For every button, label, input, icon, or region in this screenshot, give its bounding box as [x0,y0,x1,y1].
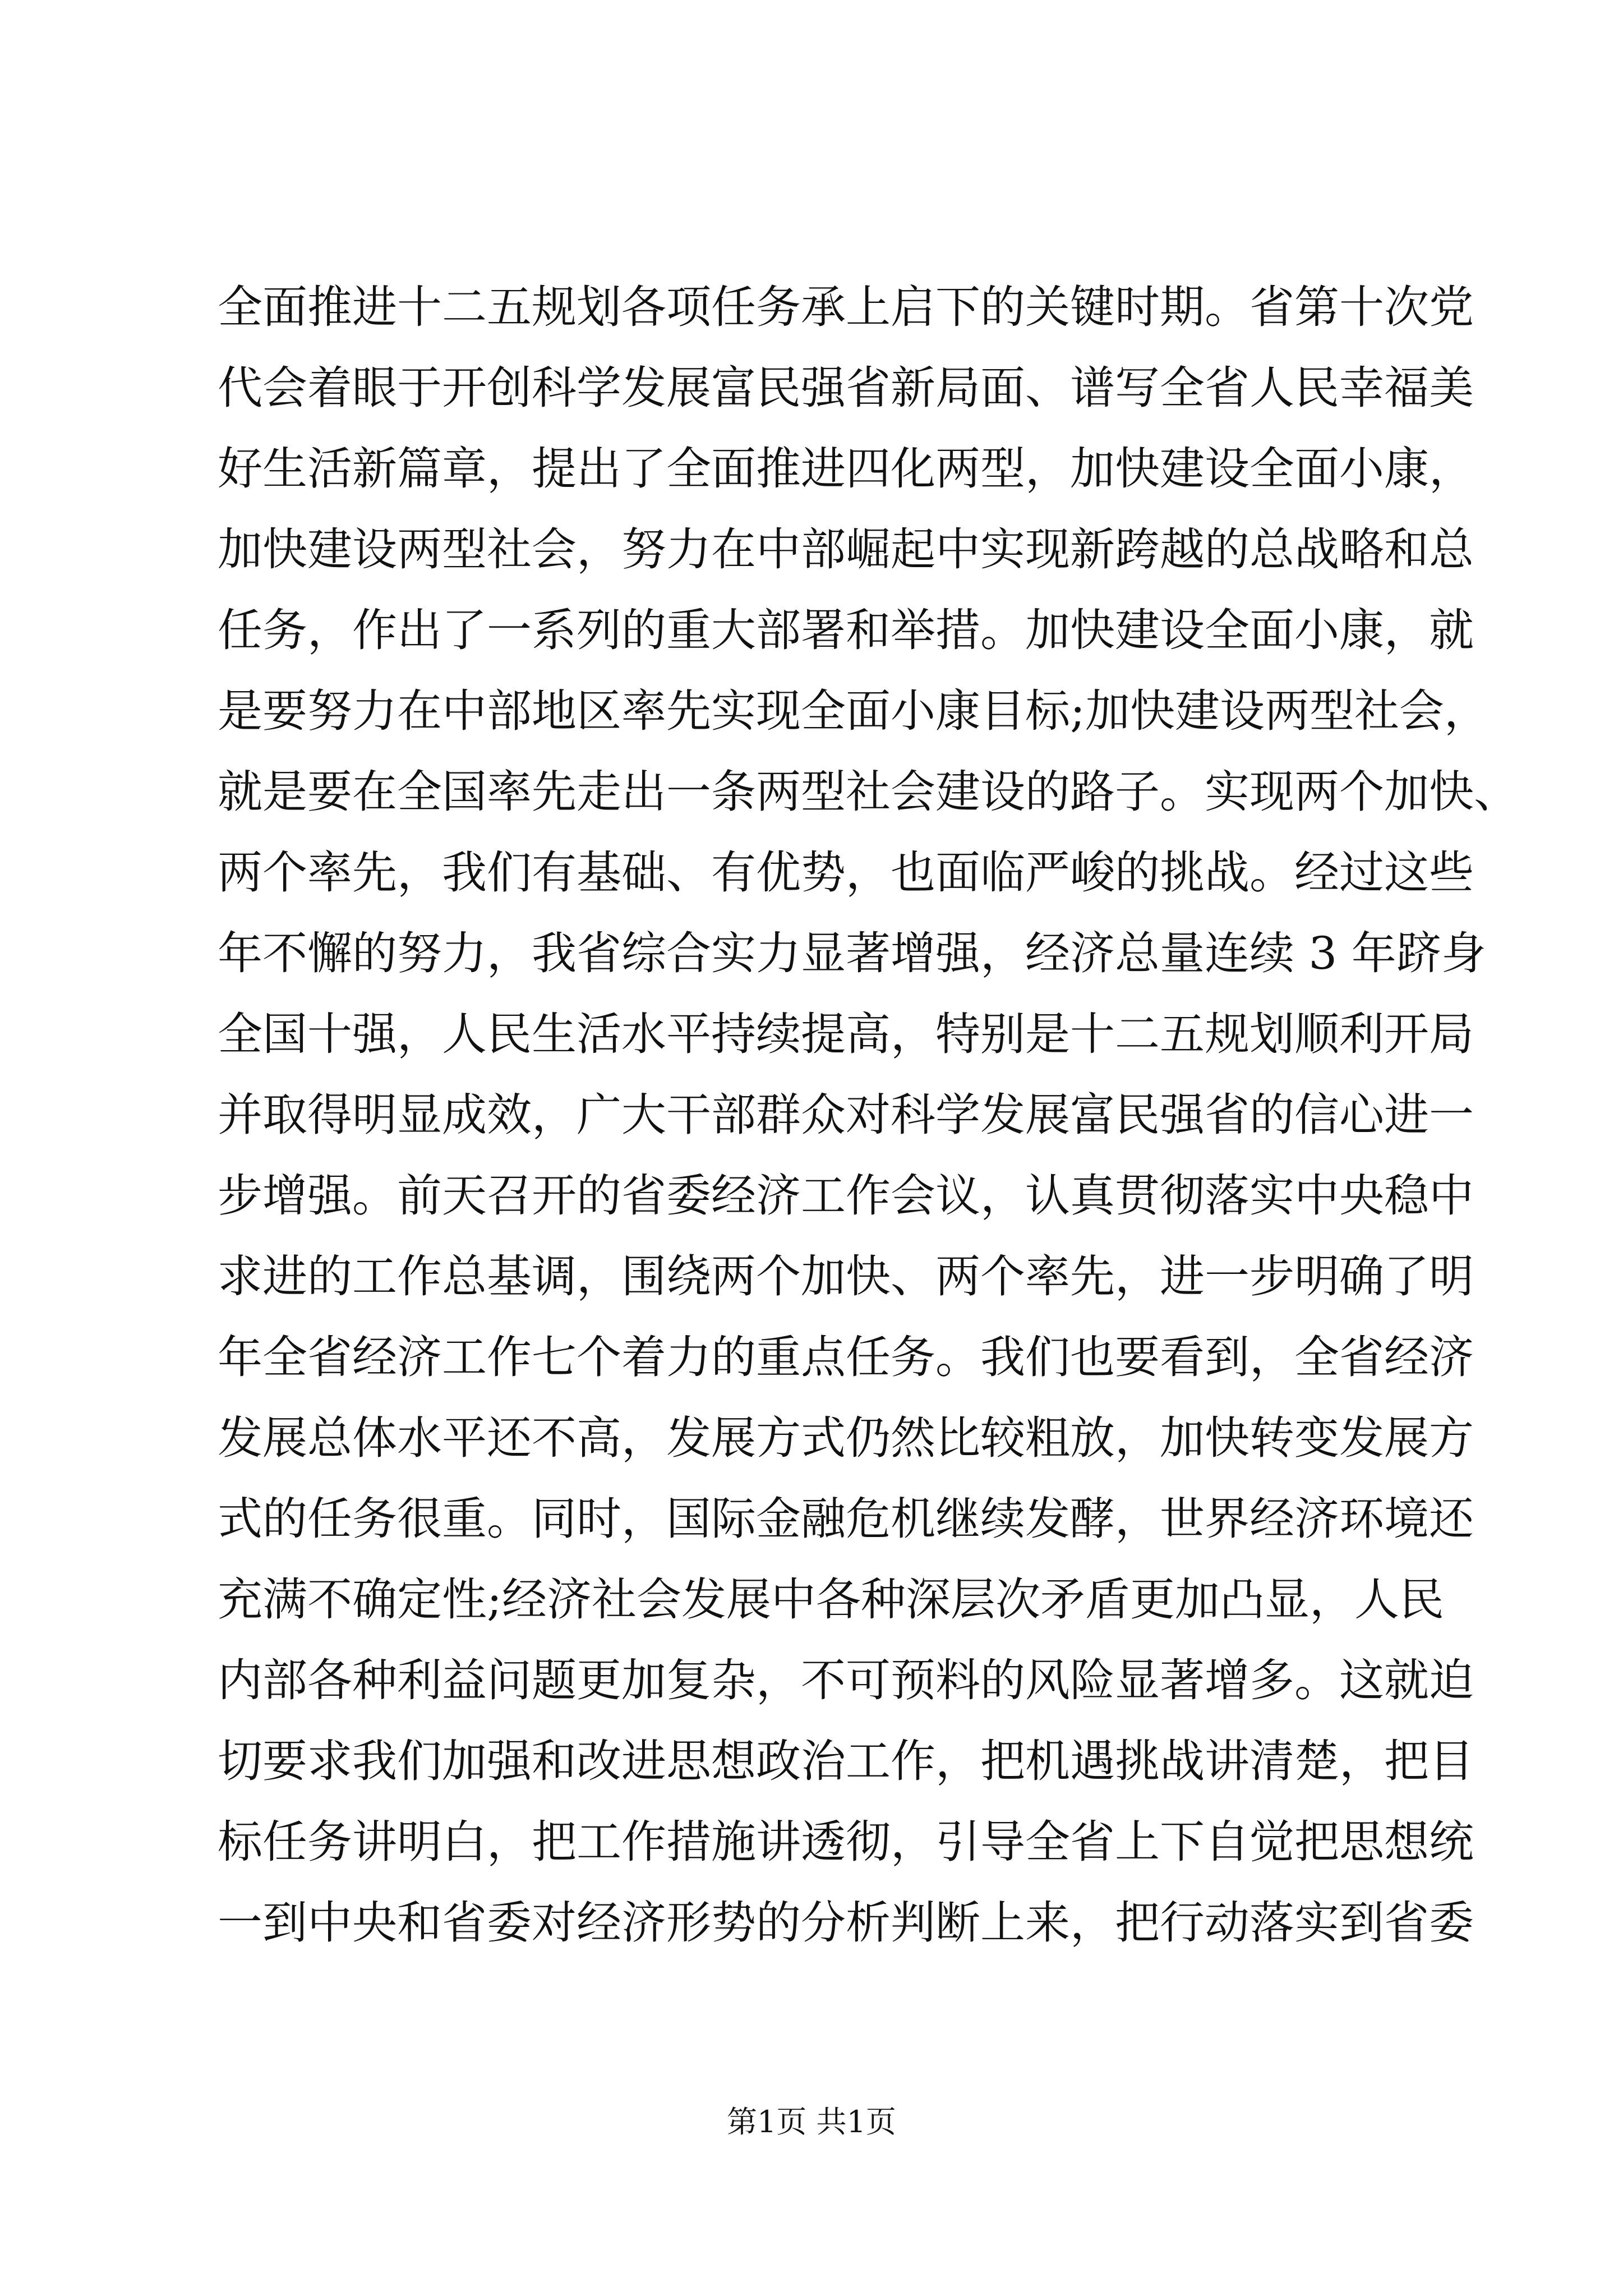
text-line: 任务，作出了一系列的重大部署和举措。加快建设全面小康，就 [218,604,1474,656]
text-line: 加快建设两型社会，努力在中部崛起中实现新跨越的总战略和总 [218,523,1474,576]
page-footer [0,2102,1623,2142]
text-line: 是要努力在中部地区率先实现全面小康目标;加快建设两型社会， [218,685,1489,737]
text-line: 内部各种利益问题更加复杂，不可预料的风险显著增多。这就迫 [218,1654,1474,1706]
text-line: 全国十强，人民生活水平持续提高，特别是十二五规划顺利开局 [218,1008,1474,1060]
text-line: 充满不确定性;经济社会发展中各种深层次矛盾更加凸显，人民 [218,1573,1444,1626]
text-line: 两个率先，我们有基础、有优势，也面临严峻的挑战。经过这些 [218,846,1474,899]
text-line: 年不懈的努力，我省综合实力显著增强，经济总量连续 3 年跻身 [218,927,1486,979]
text-line: 求进的工作总基调，围绕两个加快、两个率先，进一步明确了明 [218,1250,1474,1303]
text-line: 好生活新篇章，提出了全面推进四化两型，加快建设全面小康， [218,443,1474,495]
page-number-label: 第1页 共1页 [727,2104,896,2139]
text-line: 全面推进十二五规划各项任务承上启下的关键时期。省第十次党 [218,281,1474,333]
text-line: 就是要在全国率先走出一条两型社会建设的路子。实现两个加快、 [218,766,1519,818]
body-text [218,267,1519,1963]
text-line: 年全省经济工作七个着力的重点任务。我们也要看到，全省经济 [218,1331,1474,1383]
text-line: 代会着眼于开创科学发展富民强省新局面、谱写全省人民幸福美 [218,362,1474,414]
text-line: 标任务讲明白，把工作措施讲透彻，引导全省上下自觉把思想统 [218,1816,1474,1868]
text-line: 步增强。前天召开的省委经济工作会议，认真贯彻落实中央稳中 [218,1170,1474,1222]
text-line: 一到中央和省委对经济形势的分析判断上来，把行动落实到省委 [218,1897,1474,1949]
text-line: 发展总体水平还不高，发展方式仍然比较粗放，加快转变发展方 [218,1412,1474,1464]
text-line: 式的任务很重。同时，国际金融危机继续发酵，世界经济环境还 [218,1493,1474,1545]
text-line: 并取得明显成效，广大干部群众对科学发展富民强省的信心进一 [218,1089,1474,1141]
text-line: 切要求我们加强和改进思想政治工作，把机遇挑战讲清楚，把目 [218,1735,1474,1787]
